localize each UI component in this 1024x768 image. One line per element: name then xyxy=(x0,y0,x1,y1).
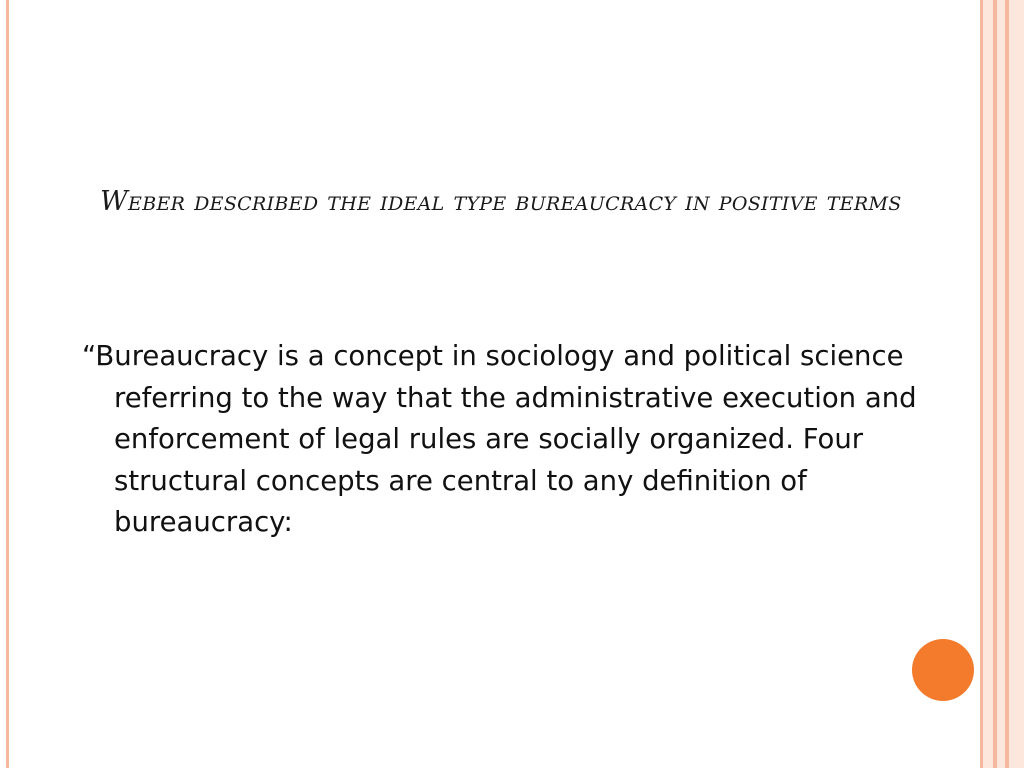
left-border-line xyxy=(6,0,9,768)
right-border-stripe xyxy=(997,0,1005,768)
right-border-stripe xyxy=(1009,0,1024,768)
slide-title: Weber described the ideal type bureaucracy in positive terms xyxy=(100,186,902,217)
right-border-stripe xyxy=(983,0,993,768)
orange-circle-icon xyxy=(912,639,974,701)
slide-body-text: “Bureaucracy is a concept in sociology and political science referring to the way that the administrative execution and enforcement of legal rules are socially organized. Four structural concepts are central to any definition of bureaucracy: xyxy=(82,340,917,538)
